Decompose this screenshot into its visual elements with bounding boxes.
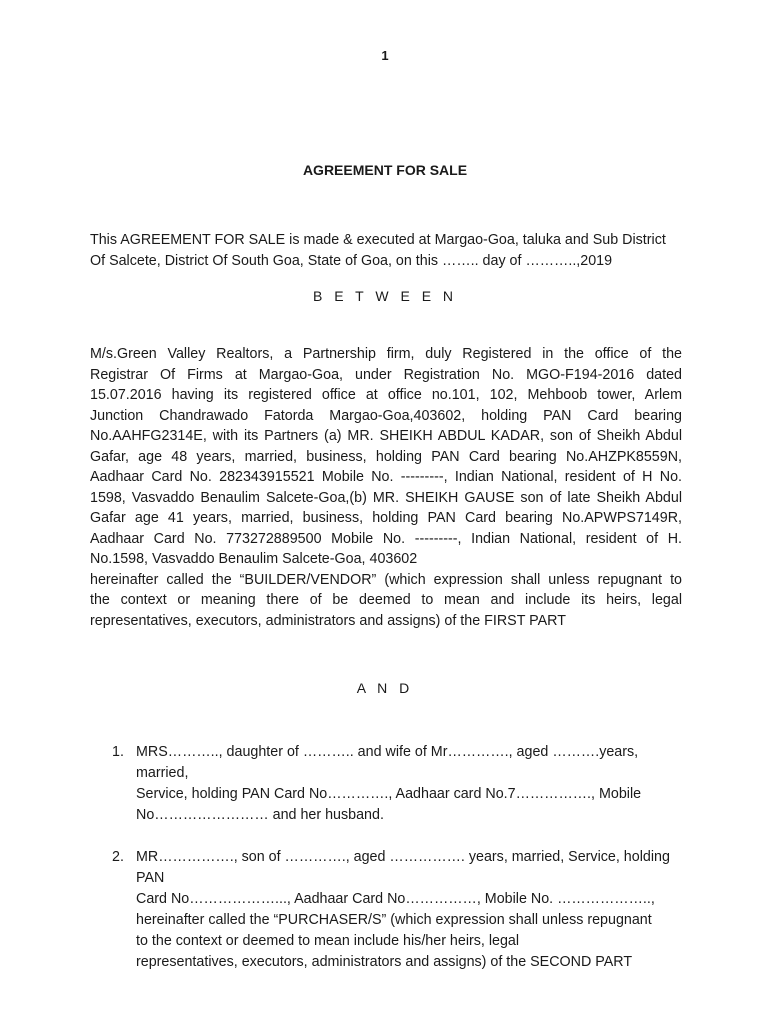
purchaser-line: MRS……….., daughter of ……….. and wife of Mr…………., aged ……….years, married, xyxy=(136,744,639,781)
purchaser-line: Card No………………..., Aadhaar Card No……………, Mobile No. ……………….., xyxy=(136,891,655,907)
first-party-line: representatives, executors, administrators and assigns) of the FIRST PART xyxy=(90,612,566,629)
first-party-line: No.AAHFG2314E, with its Partners (a) MR. SHEIKH ABDUL KADAR, son of Sheikh Abdul xyxy=(90,428,682,444)
between-heading: B E T W E E N xyxy=(312,288,458,304)
first-party-line: Gafar age 41 years, married, business, holding PAN Card bearing No.APWPS7149R, xyxy=(90,510,682,526)
page-number: 1 xyxy=(381,48,389,63)
first-party-line: hereinafter called the “BUILDER/VENDOR” (which expression shall unless repugnant to xyxy=(90,571,682,588)
purchaser-line: MR……………., son of …………., aged ……………. years, married, Service, holding PAN xyxy=(136,849,670,886)
first-party-line: 15.07.2016 having its registered office at office no.101, 102, Mehboob tower, Arlem xyxy=(90,387,682,403)
purchaser-line: Service, holding PAN Card No…………., Aadhaar card No.7……………., Mobile xyxy=(136,786,642,802)
intro-paragraph: This AGREEMENT FOR SALE is made & executed at Margao-Goa, taluka and Sub District Of Salcete, District Of South Goa, State of Goa, on this …….. day of ………..,2019 xyxy=(90,232,666,269)
first-party-paragraph xyxy=(90,344,682,631)
purchaser-list xyxy=(112,742,682,994)
purchaser-line: to the context or deemed to mean include his/her heirs, legal xyxy=(136,933,520,949)
first-party-line: Junction Chandrawado Fatorda Margao-Goa,403602, holding PAN Card bearing xyxy=(90,407,682,424)
purchaser-line: hereinafter called the “PURCHASER/S” (which expression shall unless repugnant xyxy=(136,912,652,928)
purchaser-line: No…………………… and her husband. xyxy=(136,807,384,823)
purchaser-line: representatives, executors, administrators and assigns) of the SECOND PART xyxy=(136,954,633,970)
first-party-line: M/s.Green Valley Realtors, a Partnership firm, duly Registered in the office of the xyxy=(90,346,682,362)
document-title: AGREEMENT FOR SALE xyxy=(302,162,468,178)
first-party-line: Registrar Of Firms at Margao-Goa, under Registration No. MGO-F194-2016 dated xyxy=(90,366,682,383)
first-party-line: Aadhaar Card No. 282343915521 Mobile No. ---------, Indian National, resident of H No. xyxy=(90,469,682,485)
list-item xyxy=(112,742,682,826)
first-party-line: Gafar, age 48 years, married, business, holding PAN Card bearing No.AHZPK8559N, xyxy=(90,448,682,465)
first-party-line: Aadhaar Card No. 773272889500 Mobile No. ---------, Indian National, resident of H. xyxy=(90,530,682,547)
list-item-number: 2. xyxy=(112,849,124,865)
first-party-line: the context or meaning there of be deemed to mean and include its heirs, legal xyxy=(90,592,682,608)
and-heading: A N D xyxy=(356,680,414,696)
list-item xyxy=(112,847,682,973)
list-item-number: 1. xyxy=(112,744,124,760)
first-party-line: No.1598, Vasvaddo Benaulim Salcete-Goa, 403602 xyxy=(90,551,418,567)
first-party-line: 1598, Vasvaddo Benaulim Salcete-Goa,(b) MR. SHEIKH GAUSE son of late Sheikh Abdul xyxy=(90,489,682,506)
